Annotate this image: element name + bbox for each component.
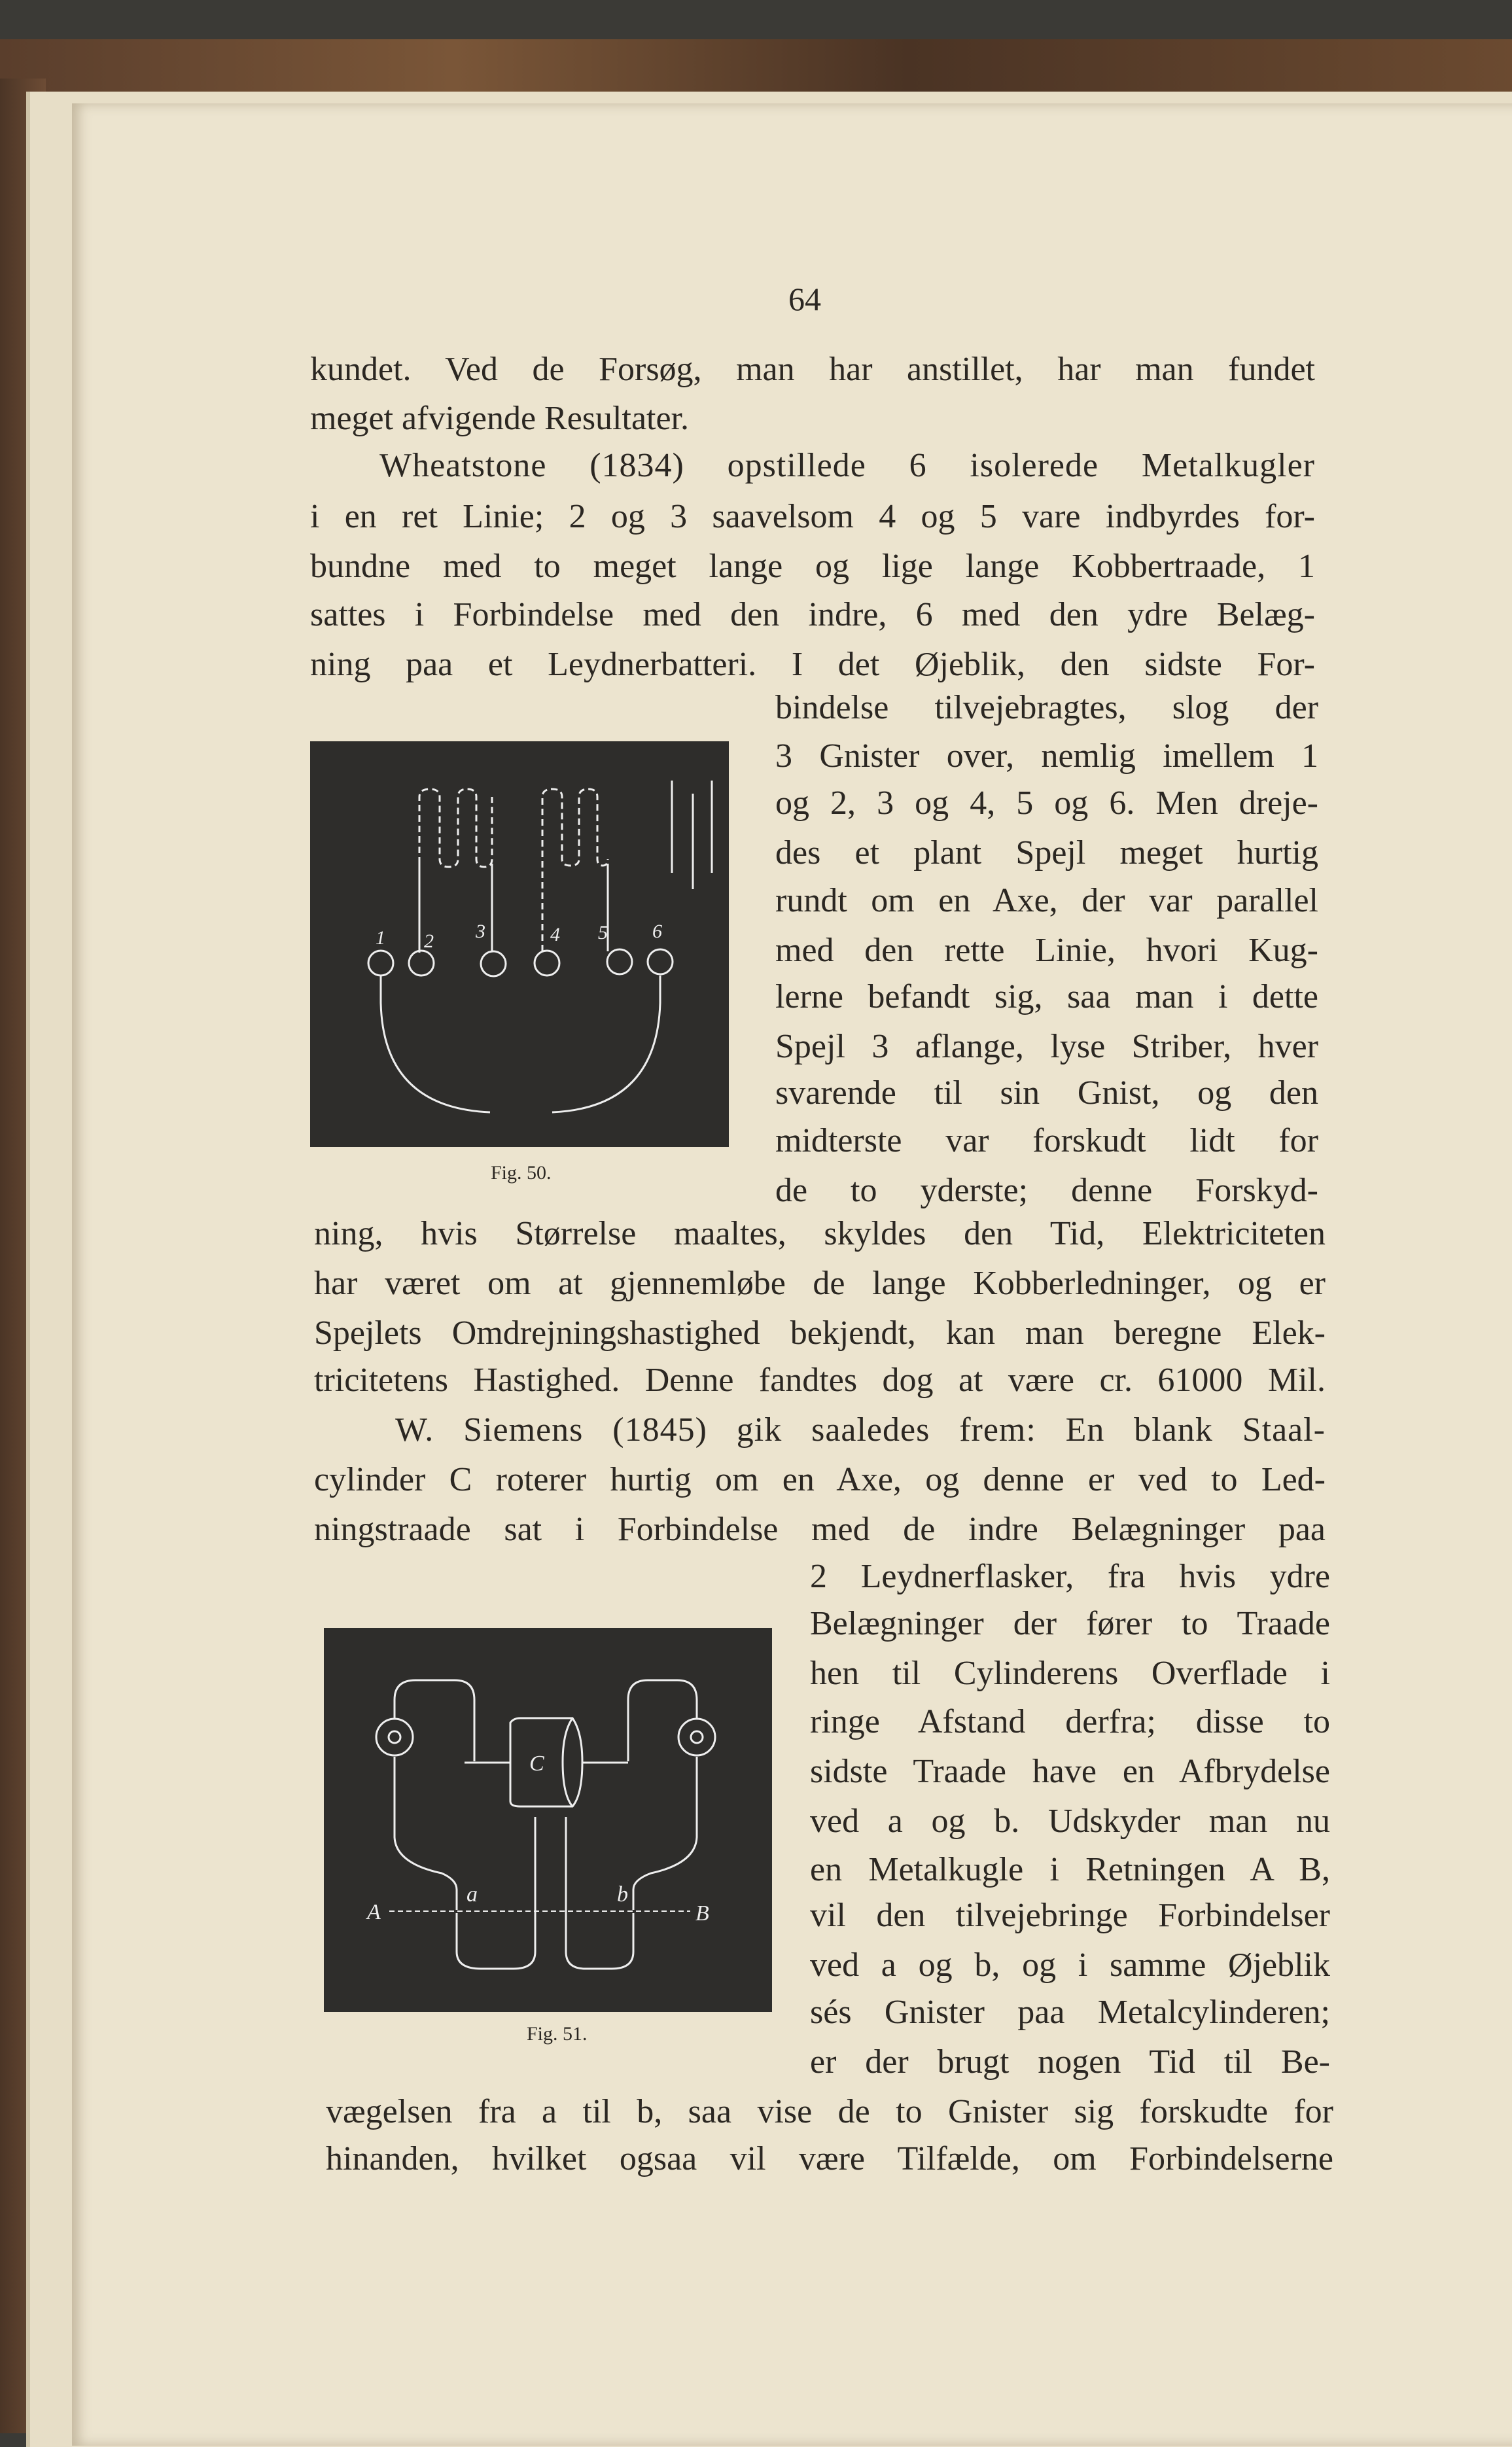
fig51-label-C: C <box>529 1752 544 1776</box>
text-line: des et plant Spejl meget hurtig <box>775 834 1318 871</box>
text-line: sidste Traade have en Afbrydelse <box>810 1753 1330 1790</box>
text-line: ringe Afstand derfra; disse to <box>810 1703 1330 1740</box>
text-line: midterste var forskudt lidt for <box>775 1122 1318 1159</box>
text-line: Spejl 3 aflange, lyse Striber, hver <box>775 1028 1318 1065</box>
text-line: lerne befandt sig, saa man i dette <box>775 978 1318 1015</box>
text-line: er der brugt nogen Tid til Be- <box>810 2043 1330 2081</box>
text-line: ved a og b, og i samme Øjeblik <box>810 1946 1330 1984</box>
text-line: rundt om en Axe, der var parallel <box>775 882 1318 919</box>
page-number: 64 <box>788 281 821 317</box>
fig51-label-b: b <box>617 1882 628 1907</box>
fig50-metal-balls <box>368 949 673 976</box>
text-line: 3 Gnister over, nemlig imellem 1 <box>775 737 1318 775</box>
fig50-label: 3 <box>476 921 485 942</box>
text-line: tricitetens Hastighed. Denne fandtes dog at være cr. 61000 Mil. <box>314 1362 1326 1399</box>
text-line: og 2, 3 og 4, 5 og 6. Men dreje- <box>775 784 1318 822</box>
fig50-label: 2 <box>424 930 434 952</box>
text-line: Spejlets Omdrejningshastighed bekjendt, kan man beregne Elek- <box>314 1314 1326 1352</box>
figure-50-wheatstone-apparatus <box>310 741 729 1147</box>
text-line: en Metalkugle i Retningen A B, <box>810 1851 1330 1888</box>
text-line: meget afvigende Resultater. <box>310 400 690 437</box>
text-line: vil den tilvejebringe Forbindelser <box>810 1897 1330 1934</box>
fig51-label-a: a <box>466 1882 478 1907</box>
text-line: W. Siemens (1845) gik saaledes frem: En blank Staal- <box>395 1411 1326 1449</box>
fig51-cylinder <box>465 1718 628 1806</box>
text-line: de to yderste; denne Forskyd- <box>775 1172 1318 1209</box>
text-line: svarende til sin Gnist, og den <box>775 1074 1318 1112</box>
figure-50-caption: Fig. 50. <box>491 1162 552 1184</box>
fig50-label: 5 <box>598 922 608 943</box>
text-line: ning paa et Leydnerbatteri. I det Øjeblik, den sidste For- <box>310 646 1315 683</box>
text-line: i en ret Linie; 2 og 3 saavelsom 4 og 5 vare indbyrdes for- <box>310 498 1315 535</box>
text-line: Belægninger der fører to Traade <box>810 1605 1330 1642</box>
text-line: hinanden, hvilket ogsaa vil være Tilfælde, om Forbindelserne <box>326 2140 1333 2177</box>
text-line: bindelse tilvejebragtes, slog der <box>775 689 1318 726</box>
fig50-label: 6 <box>652 921 662 942</box>
text-line: hen til Cylinderens Overflade i <box>810 1655 1330 1692</box>
figure-51-siemens-apparatus <box>324 1628 772 2012</box>
fig50-label: 1 <box>376 927 385 949</box>
fig51-label-B: B <box>695 1901 709 1926</box>
text-line: sés Gnister paa Metalcylinderen; <box>810 1994 1330 2031</box>
text-line: vægelsen fra a til b, saa vise de to Gnister sig forskudte for <box>326 2093 1333 2130</box>
text-line: cylinder C roterer hurtig om en Axe, og denne er ved to Led- <box>314 1461 1326 1498</box>
text-line: ved a og b. Udskyder man nu <box>810 1803 1330 1840</box>
figure-51-caption: Fig. 51. <box>527 2023 588 2045</box>
fig51-label-A: A <box>367 1900 381 1924</box>
fig50-label: 4 <box>550 924 560 945</box>
text-line: ning, hvis Størrelse maaltes, skyldes den Tid, Elektriciteten <box>314 1215 1326 1252</box>
text-line: ningstraade sat i Forbindelse med de indre Belægninger paa <box>314 1511 1326 1548</box>
text-line: Wheatstone (1834) opstillede 6 isolerede Metalkugler <box>379 447 1315 484</box>
text-line: kundet. Ved de Forsøg, man har anstillet, har man fundet <box>310 351 1315 388</box>
text-line: bundne med to meget lange og lige lange Kobbertraade, 1 <box>310 548 1315 585</box>
fig51-pulleys <box>376 1719 715 1755</box>
text-line: med den rette Linie, hvori Kug- <box>775 932 1318 969</box>
fig51-wires <box>389 1680 697 1969</box>
text-line: sattes i Forbindelse med den indre, 6 med den ydre Belæg- <box>310 596 1315 633</box>
text-line: har været om at gjennemløbe de lange Kobberledninger, og er <box>314 1265 1326 1302</box>
text-line: 2 Leydnerflasker, fra hvis ydre <box>810 1558 1330 1595</box>
